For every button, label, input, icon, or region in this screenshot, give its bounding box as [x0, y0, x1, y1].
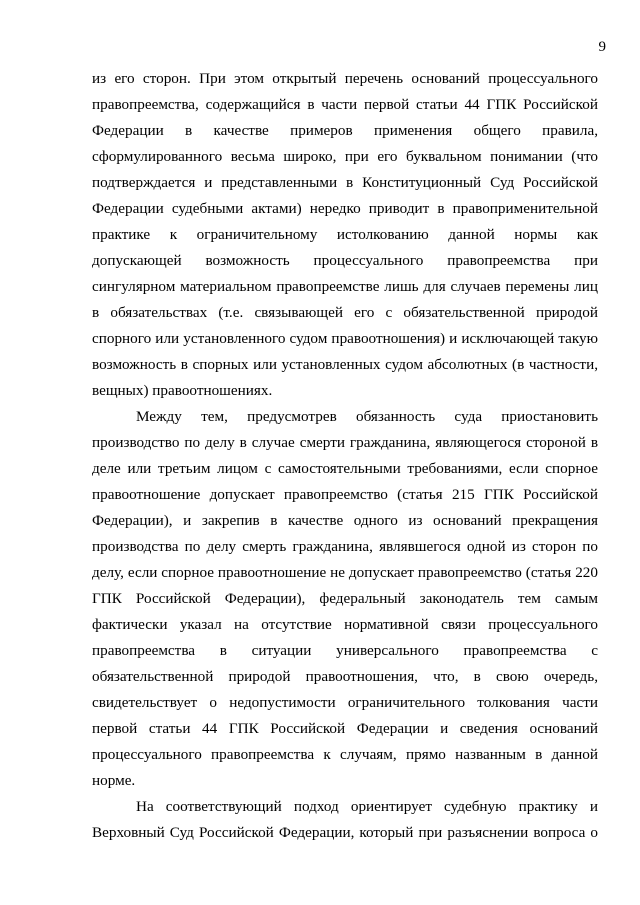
page-number: 9 — [598, 39, 606, 55]
text-line: Федерации судебными актами) нередко приводит в правоприменительной — [92, 200, 598, 217]
text-line: На соответствующий подход ориентирует судебную практику и — [136, 798, 598, 815]
text-line: спорного или установленного судом правоотношения) и исключающей такую — [92, 330, 598, 347]
text-line: Верховный Суд Российской Федерации, который при разъяснении вопроса о — [92, 824, 598, 841]
text-line: производство по делу в случае смерти гражданина, являющегося стороной в — [92, 434, 598, 451]
text-line: вещных) правоотношениях. — [92, 382, 273, 399]
text-line: правопреемства в ситуации универсального правопреемства с — [92, 642, 598, 659]
text-line: деле или третьим лицом с самостоятельными требованиями, если спорное — [92, 460, 598, 477]
text-line: подтверждается и представленными в Конституционный Суд Российской — [92, 174, 598, 191]
text-line: производства по делу смерть гражданина, являвшегося одной из сторон по — [92, 538, 598, 555]
text-line: фактически указал на отсутствие нормативной связи процессуального — [92, 616, 598, 633]
text-line: первой статьи 44 ГПК Российской Федерации и сведения оснований — [92, 720, 598, 737]
text-line: правоотношение допускает правопреемство (статья 215 ГПК Российской — [92, 486, 598, 503]
text-line: процессуального правопреемства к случаям, прямо названным в данной — [92, 746, 598, 763]
text-line: сформулированного весьма широко, при его буквальном понимании (что — [92, 148, 598, 165]
text-line: делу, если спорное правоотношение не допускает правопреемство (статья 220 — [92, 564, 598, 581]
text-line: норме. — [92, 772, 136, 789]
text-line: в обязательствах (т.е. связывающей его с обязательственной природой — [92, 304, 598, 321]
text-line: Между тем, предусмотрев обязанность суда приостановить — [136, 408, 598, 425]
text-line: допускающей возможность процессуального правопреемства при — [92, 252, 598, 269]
text-line: из его сторон. При этом открытый перечень оснований процессуального — [92, 70, 598, 87]
text-line: обязательственной природой правоотношения, что, в свою очередь, — [92, 668, 598, 685]
text-line: сингулярном материальном правопреемстве лишь для случаев перемены лиц — [92, 278, 598, 295]
body-text — [92, 66, 598, 846]
text-line: правопреемства, содержащийся в части первой статьи 44 ГПК Российской — [92, 96, 598, 113]
text-line: Федерации), и закрепив в качестве одного из оснований прекращения — [92, 512, 598, 529]
text-line: возможность в спорных или установленных судом абсолютных (в частности, — [92, 356, 598, 373]
text-line: практике к ограничительному истолкованию данной нормы как — [92, 226, 598, 243]
text-line: свидетельствует о недопустимости ограничительного толкования части — [92, 694, 598, 711]
text-line: ГПК Российской Федерации), федеральный законодатель тем самым — [92, 590, 598, 607]
text-line: Федерации в качестве примеров применения общего правила, — [92, 122, 598, 139]
